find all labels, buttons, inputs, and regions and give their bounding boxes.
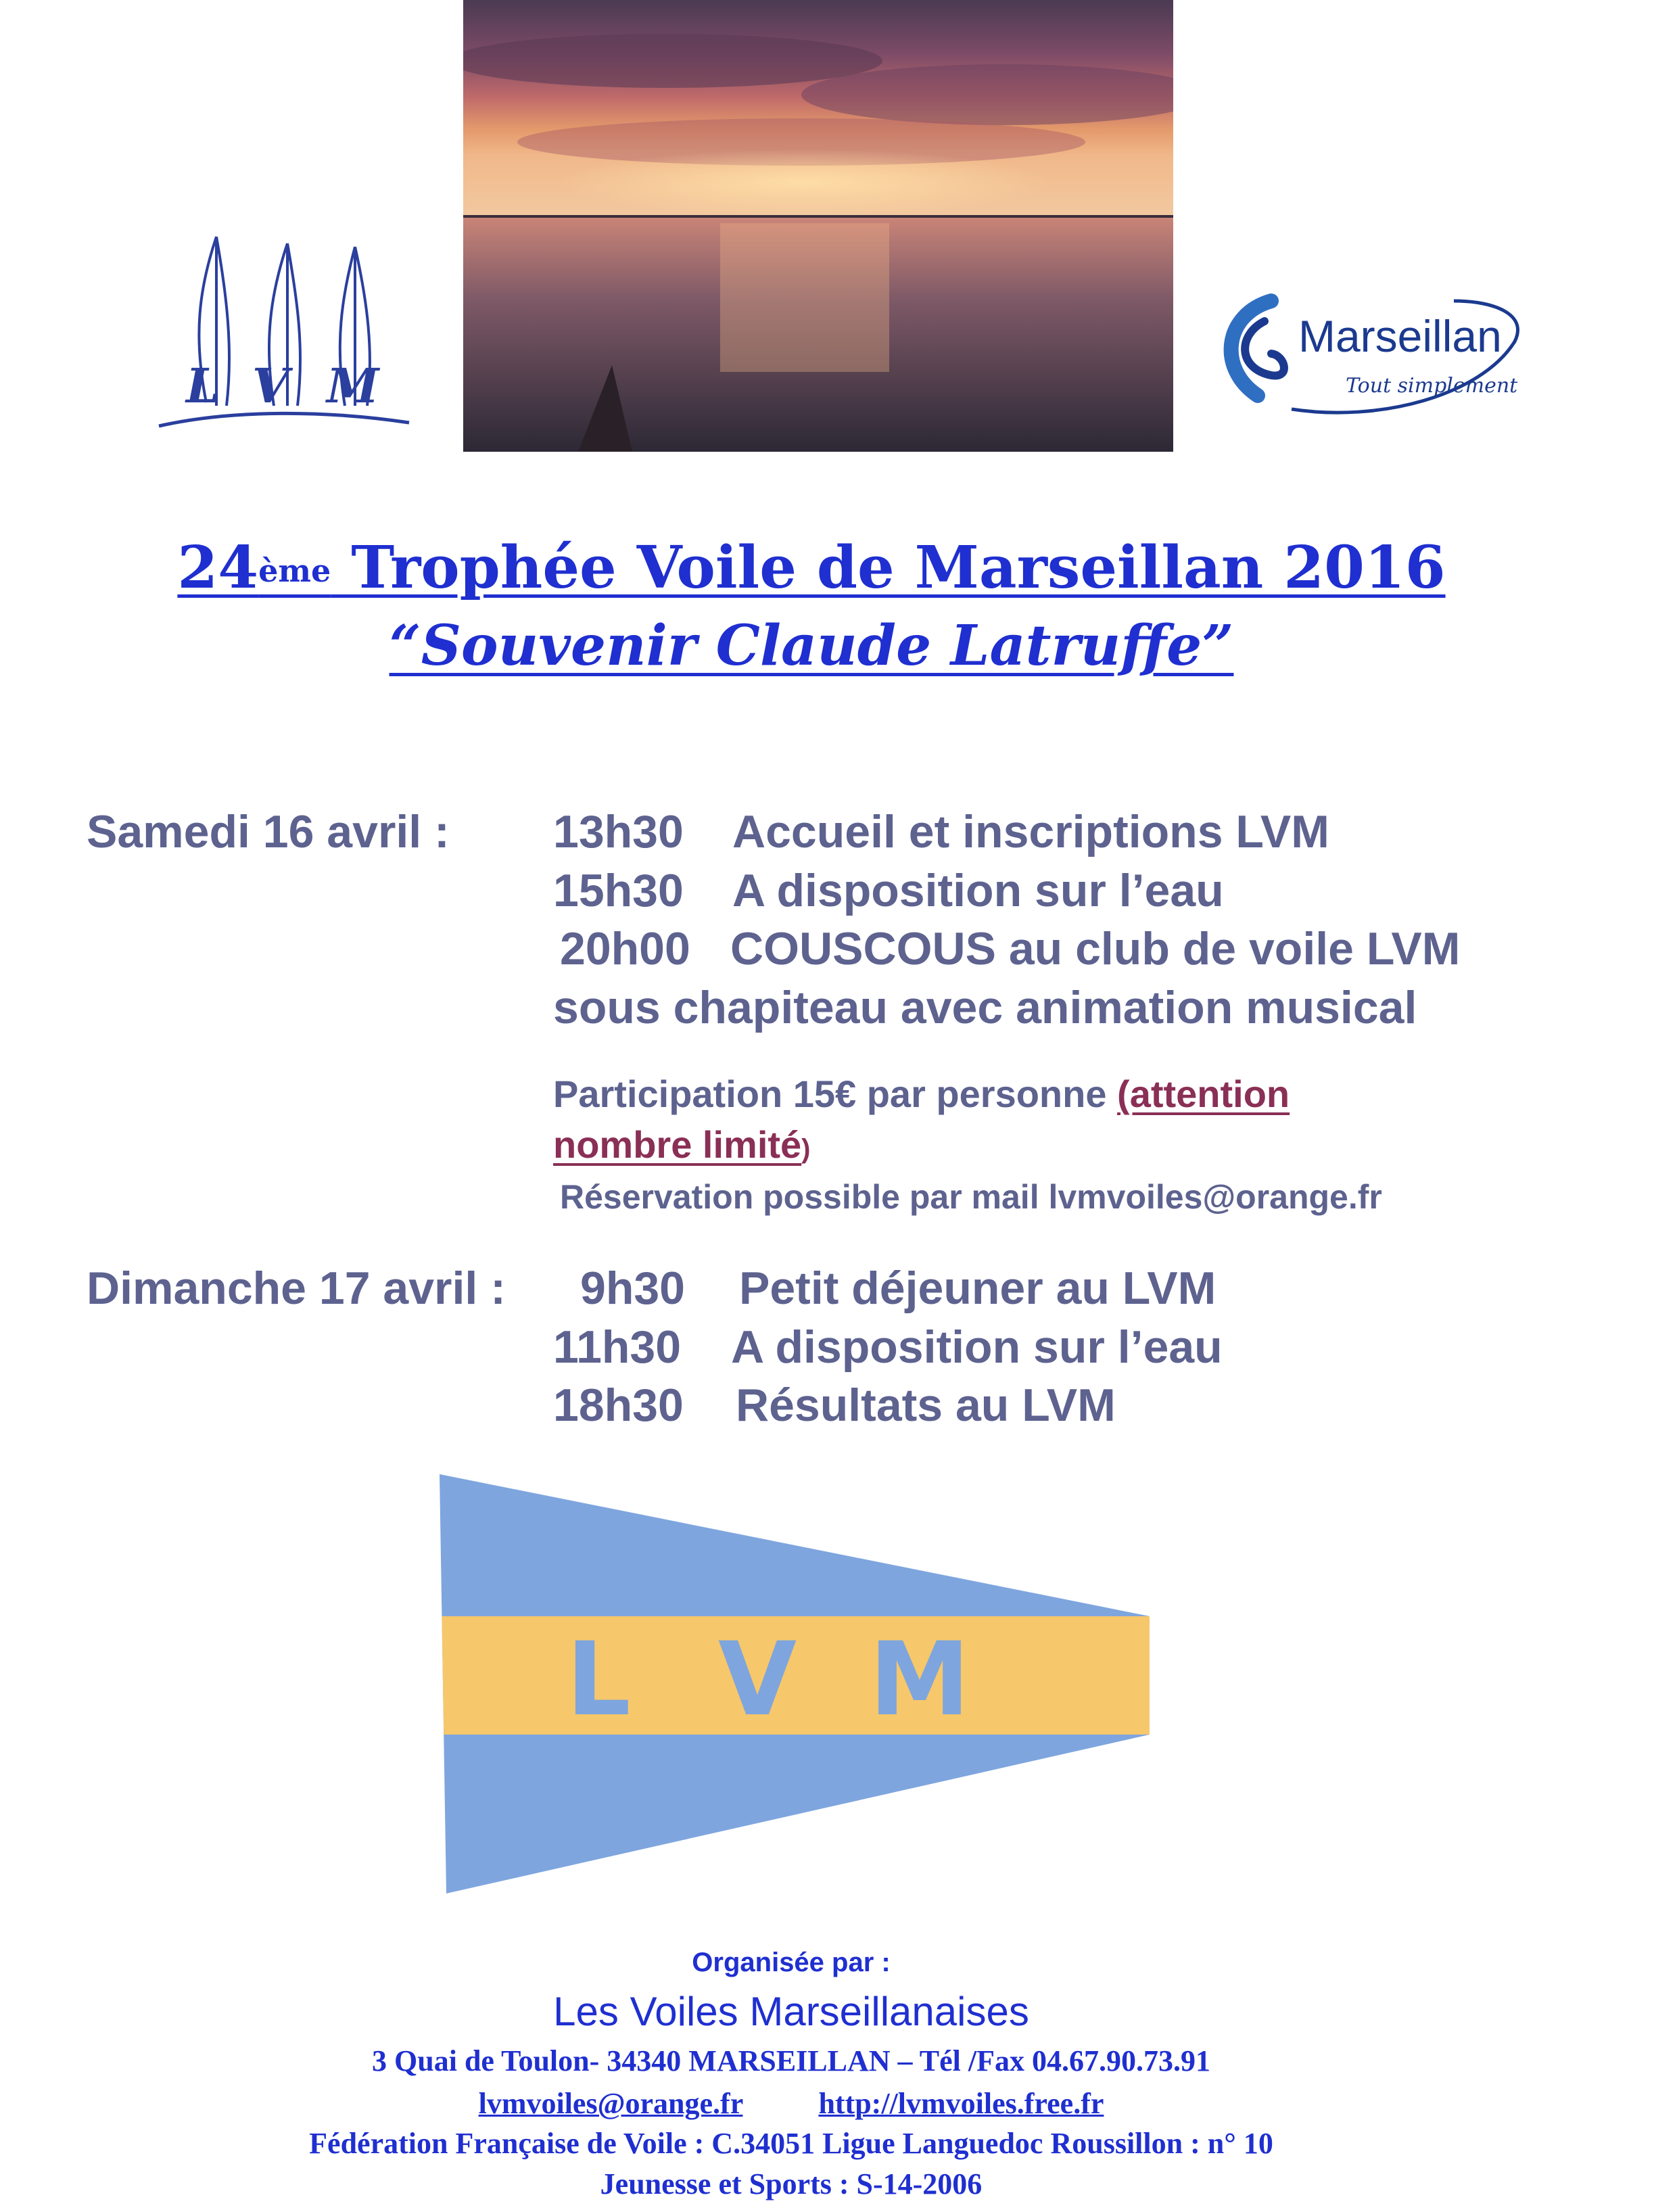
- lvm-logo-letter-l: L: [186, 358, 220, 414]
- lvm-sailboats-logo: [152, 233, 416, 436]
- schedule-time: 11h30: [553, 1321, 682, 1373]
- schedule-label: Accueil et inscriptions LVM: [732, 806, 1329, 857]
- club-address: 3 Quai de Toulon- 34340 MARSEILLAN – Tél /Fax 04.67.90.73.91: [372, 2044, 1210, 2077]
- participation-text: Participation 15€ par personne: [553, 1073, 1107, 1115]
- schedule-time: 20h00: [560, 923, 690, 974]
- title-number: 24: [177, 534, 259, 602]
- schedule-label: A disposition sur l’eau: [731, 1321, 1223, 1373]
- schedule-item: [553, 864, 1224, 918]
- pennant-letter-l: L: [566, 1621, 631, 1739]
- lvm-pennant-flag: [440, 1474, 1150, 1893]
- federation-info: Fédération Française de Voile : C.34051 Ligue Languedoc Roussillon : n° 10: [309, 2127, 1273, 2160]
- event-title: [0, 534, 1623, 602]
- schedule-label: Résultats au LVM: [736, 1380, 1116, 1431]
- participation-line: [553, 1072, 1290, 1116]
- saturday-day-label: Samedi 16 avril :: [87, 806, 450, 857]
- event-subtitle: “Souvenir Claude Latruffe”: [389, 613, 1234, 678]
- club-name: Les Voiles Marseillanaises: [553, 1989, 1029, 2034]
- reservation-line: Réservation possible par mail lvmvoiles@orange.fr: [560, 1178, 1382, 1216]
- schedule-item: [560, 922, 1460, 976]
- email-link[interactable]: lvmvoiles@orange.fr: [478, 2087, 743, 2120]
- schedule-label: A disposition sur l’eau: [732, 865, 1224, 916]
- pennant-letter-v: V: [717, 1621, 797, 1739]
- sunset-lagoon-photo: [463, 0, 1173, 452]
- schedule-extra-line: sous chapiteau avec animation musical: [553, 982, 1417, 1033]
- pennant-letter-m: M: [869, 1621, 970, 1739]
- title-ordinal-suffix: ème: [258, 552, 331, 589]
- website-link[interactable]: http://lvmvoiles.free.fr: [818, 2087, 1104, 2120]
- sunday-day-label: Dimanche 17 avril :: [87, 1263, 506, 1314]
- schedule-time: 15h30: [553, 865, 684, 916]
- marseillan-logo: [1210, 274, 1528, 436]
- limited-number-line: nombre limité): [553, 1123, 811, 1166]
- schedule-time: 18h30: [553, 1380, 684, 1431]
- marseillan-logo-name: Marseillan: [1298, 311, 1502, 361]
- attention-note: (attention: [1117, 1073, 1290, 1115]
- schedule-label: Petit déjeuner au LVM: [739, 1263, 1217, 1314]
- youth-sports-info: Jeunesse et Sports : S-14-2006: [600, 2167, 983, 2201]
- contact-links: [0, 2086, 1582, 2121]
- schedule-label: COUSCOUS au club de voile LVM: [730, 923, 1461, 974]
- schedule-item: [553, 805, 1329, 859]
- lvm-logo-letter-v: V: [252, 358, 289, 414]
- lvm-logo-letter-m: M: [327, 358, 379, 414]
- schedule-time: 13h30: [553, 806, 684, 857]
- schedule-item: [553, 1320, 1223, 1374]
- organised-by-label: Organisée par :: [692, 1948, 891, 1977]
- schedule-time: 9h30: [580, 1263, 685, 1314]
- schedule-item: [580, 1261, 1216, 1315]
- marseillan-logo-tagline: Tout simplement: [1346, 374, 1518, 398]
- schedule-item: [553, 1378, 1116, 1432]
- title-text: Trophée Voile de Marseillan 2016: [331, 534, 1446, 602]
- attention-note: nombre limité: [553, 1123, 802, 1166]
